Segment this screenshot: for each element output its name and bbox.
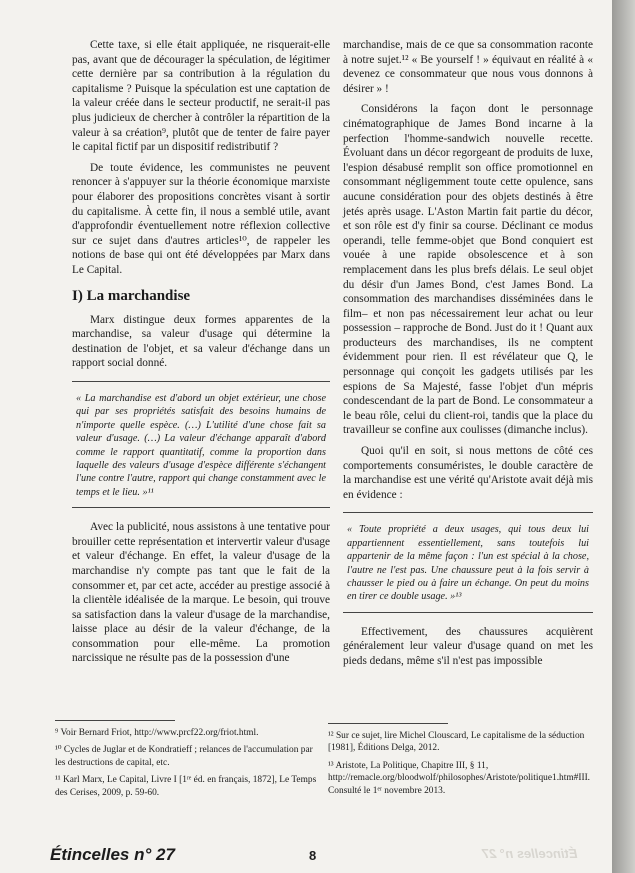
footnote-rule — [328, 723, 448, 724]
paragraph: marchandise, mais de ce que sa consommation raconte à notre sujet.¹² « Be yourself ! » équivaut en réalité à « devenez ce consommateur que nous vous donnons à désirer » ! — [343, 39, 593, 95]
footnote: ¹¹ Karl Marx, Le Capital, Livre I [1ʳᵉ éd. en français, 1872], Le Temps des Cerises, 2009, p. 59-60. — [55, 775, 317, 798]
footnote: ¹³ Aristote, La Politique, Chapitre III, § 11, http://remacle.org/bloodwolf/philosophes/Aristote/politique1.htm#III. Consulté le 1ᵉʳ novembre 2013. — [328, 760, 591, 796]
paragraph: Avec la publicité, nous assistons à une tentative pour brouiller cette représentation et intervertir valeur d'usage et valeur d'échange. En effet, la valeur d'usage de la marchandise n'y compte pas tant que le fait de la consommer et, par cet acte, accéder au prestige associé à la clientèle idéalisée de la marque. Le besoin, qui trouve sa satisfaction dans la valeur d'usage de la marchandise, laisse place au désir de la valeur d'échange, de la consommation pour elle-même. La promotion narcissique ne résulte pas de la possession d'une — [72, 521, 330, 665]
footnote: ¹² Sur ce sujet, lire Michel Clouscard, Le capitalisme de la séduction [1981], Éditions Delga, 2012. — [328, 731, 585, 754]
show-through-text: Étincelles n° 27 — [482, 846, 578, 861]
right-column — [343, 38, 593, 669]
footnote-rule — [55, 720, 175, 721]
footnote: ¹⁰ Cycles de Juglar et de Kondratieff ; relances de l'accumulation par les destructions de capital, etc. — [55, 745, 313, 768]
paragraph: Marx distingue deux formes apparentes de la marchandise, sa valeur d'usage qui détermine la destination de l'objet, et sa valeur d'échange dans un rapport social donné. — [72, 313, 330, 370]
footnote: ⁹ Voir Bernard Friot, http://www.prcf22.org/friot.html. — [55, 728, 259, 738]
paragraph: De toute évidence, les communistes ne peuvent renoncer à s'appuyer sur la théorie économique marxiste pour élaborer des propositions concrètes visant à sortir du capitalisme. À cette fin, il nous a semblé utile, avant d'approfondir éventuellement notre réflexion collective sur ce sujet dans d'autres articles¹⁰, de rappeler les notions de base qui ont été développées par Marx dans Le Capital. — [72, 161, 330, 276]
publication-title: Étincelles n° 27 — [50, 845, 175, 864]
page-edge-shadow — [612, 0, 635, 873]
paragraph: Cette taxe, si elle était appliquée, ne risquerait-elle pas, avant que de décourager la spéculation, de légitimer cette dernière par sa contribution à la régulation du capitalisme ? Puisque la spéculation est une captation de la valeur créée dans le secteur productif, ne serait-il pas plus judicieux de chercher à contrôler la répartition de la valeur à sa création⁹, plutôt que de tenter de faire payer le capital fictif par un dispositif redistributif ? — [72, 39, 330, 154]
paragraph: Considérons la façon dont le personnage cinématographique de James Bond incarne à la perfection l'homme-sandwich nouvelle recette. Évoluant dans un décor regorgeant de produits de luxe, l'espion désabusé remplit son office promotionnel en consommant négligemment toute cette opulence, sans aucune considération pour des objets destinés à être jetés après usage. L'Aston Martin fait partie du décor, et son rôle est d'y finir sa course. Déclinant ce modus operandi, telle femme-objet que Bond conquiert est vouée à une rapide obsolescence et à son remplacement dans les plus brefs délais. Le seul objet du désir d'un James Bond, c'est James Bond. La consommation des marchandises disséminées dans le film– et non pas nécessairement leur achat ou leur possession – rapproche de Bond. Just do it ! Quant aux producteurs des marchandises, ils ne comptent évidemment pour rien. Il est révélateur que Q, le personnage qui conçoit les gadgets utilisés par les espions de Sa Majesté, fasse l'objet d'un mépris condescendant de la part de Bond. Le consommateur a le beau rôle, celui du client-roi, tandis que la place du travailleur se confine aux coulisses (dimanche inclus). — [343, 103, 593, 437]
paragraph: Quoi qu'il en soit, si nous mettons de côté ces comportements consuméristes, le double caractère de la marchandise est une vérité qu'Aristote avait déjà mis en évidence : — [343, 445, 593, 501]
left-column — [72, 38, 330, 666]
paragraph: Effectivement, des chaussures acquièrent généralement leur valeur d'usage quand on met les pieds dedans, même s'il n'est pas impossible — [343, 625, 593, 668]
block-quote — [343, 512, 593, 612]
footnotes-left — [55, 720, 317, 804]
footnotes-right — [328, 723, 590, 802]
page-number: 8 — [309, 848, 317, 863]
block-quote — [72, 381, 330, 508]
quote-text: « Toute propriété a deux usages, qui tous deux lui appartiennent essentiellement, sans toutefois lui appartenir de la même façon : l'un est spécial à la chose, l'autre ne l'est pas. Une chaussure peut à la fois servir à chausser le pied ou à faire un échange. On peut du moins en tirer ce double usage. »¹³ — [347, 524, 589, 603]
section-heading: I) La marchandise — [72, 287, 191, 304]
quote-text: « La marchandise est d'abord un objet extérieur, une chose qui par ses propriétés satisfait des besoins humains de n'importe quelle espèce. (…) L'utilité d'une chose fait sa valeur d'usage. (…) La valeur d'échange apparaît d'abord comme le rapport quantitatif, comme la proportion dans laquelle des valeurs d'usage d'espèce différente s'échangent l'une contre l'autre, rapport qui change constamment avec le temps et le lieu. »¹¹ — [76, 392, 326, 498]
